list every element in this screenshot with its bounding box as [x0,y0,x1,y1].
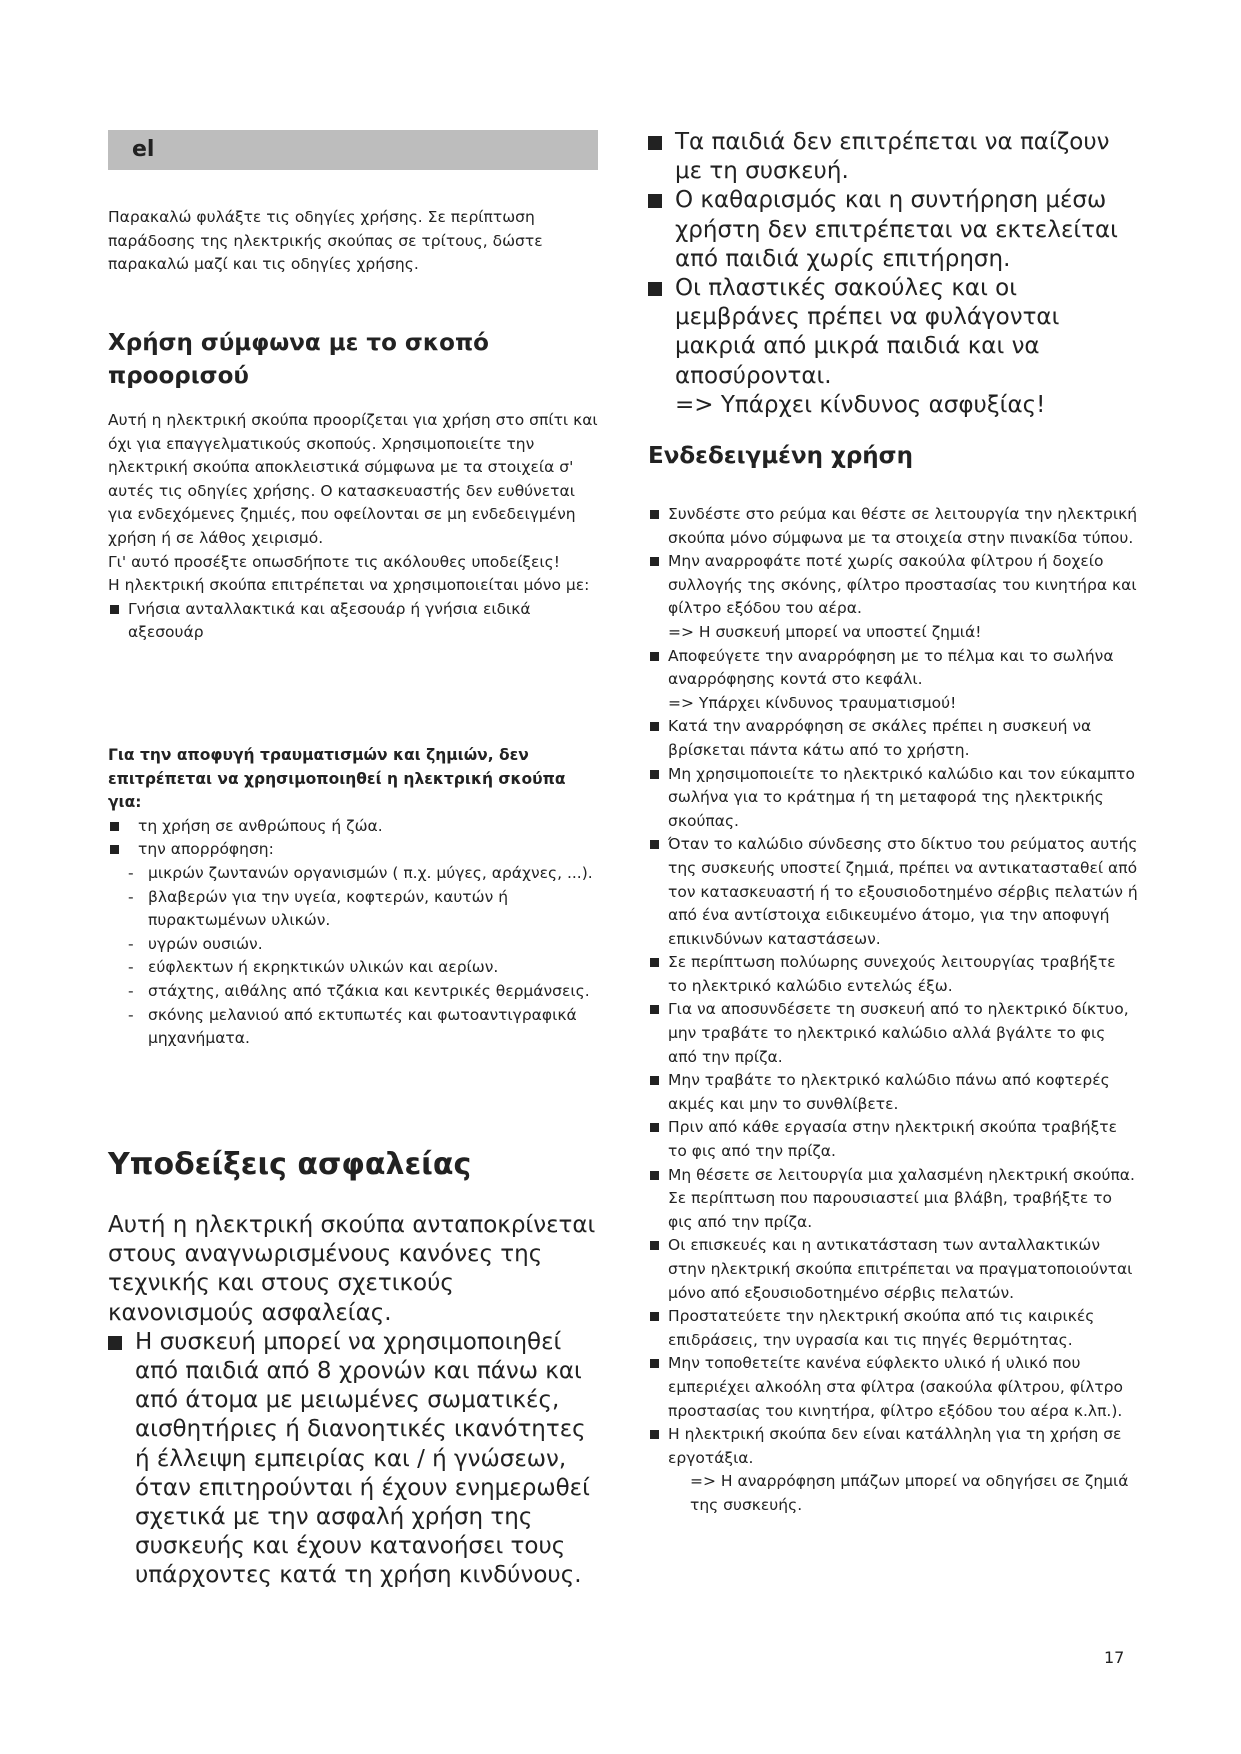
intended-purpose-body [108,409,598,645]
list-item: - βλαβερών για την υγεία, κοφτερών, καυτών ή πυρακτωμένων υλικών. [128,886,598,933]
list-item: Όταν το καλώδιο σύνδεσης στο δίκτυο του ρεύματος αυτής της συσκευής υποστεί ζημιά, πρέπει να αντικατασταθεί από τον κατασκευαστή ή το εξουσιοδοτημένο σέρβις πελατών ή από ένα αντίστοιχα ειδικευμένο άτομο, για την αποφυγή επικινδύνων καταστάσεων. [648,833,1138,951]
section-title-safety: Υποδείξεις ασφαλείας [108,1147,472,1182]
intro-text: Παρακαλώ φυλάξτε τις οδηγίες χρήσης. Σε περίπτωση παράδοσης της ηλεκτρικής σκούπας σε τρίτους, δώστε παρακαλώ μαζί και τις οδηγίες χρήσης. [108,208,543,274]
allowed-use-paragraph: Η ηλεκτρική σκούπα επιτρέπεται να χρησιμοποιείται μόνο με: [108,576,590,595]
list-item: την απορρόφηση: [108,838,598,862]
list-item: - υγρών ουσιών. [128,933,598,957]
rubble-warning: => Η αναρρόφηση μπάζων μπορεί να οδηγήσει σε ζημιά της συσκευής. [690,1472,1129,1514]
safety-list [108,1328,598,1591]
intended-purpose-paragraph: Αυτή η ηλεκτρική σκούπα προορίζεται για χρήση στο σπίτι και όχι για επαγγελματικούς σκοπούς. Χρησιμοποιείτε την ηλεκτρική σκούπα αποκλειστικά σύμφωνα με τα στοιχεία σ' αυτές τις οδηγίες χρήσης. Ο κατασκευαστής δεν ευθύνεται για ενδεχόμενες ζημιές, που οφείλονται σε μη ενδεδειγμένη χρήση ή σε λάθος χειρισμό. [108,411,598,547]
proper-use-list [648,503,1138,1518]
section-title-proper-use: Ενδεδειγμένη χρήση [648,443,913,469]
prohibited-use-list [108,815,598,862]
prohibited-use-block [108,744,598,1051]
suffocation-warning: => Υπάρχει κίνδυνος ασφυξίας! [675,391,1046,418]
list-item-text: Αποφεύγετε την αναρρόφηση με το πέλμα και το σωλήνα αναρρόφησης κοντά στο κεφάλι. [668,646,1114,689]
prohibited-use-title: Για την αποφυγή τραυματισμών και ζημιών, δεν επιτρέπεται να χρησιμοποιηθεί η ηλεκτρική σκούπα για: [108,746,566,812]
list-item: Ο καθαρισμός και η συντήρηση μέσω χρήστη δεν επιτρέπεται να εκτελείται από παιδιά χωρίς επιτήρηση. [648,186,1138,274]
list-item: Συνδέστε στο ρεύμα και θέστε σε λειτουργία την ηλεκτρική σκούπα μόνο σύμφωνα με τα στοιχεία στην πινακίδα τύπου. [648,503,1138,550]
list-item: - μικρών ζωντανών οργανισμών ( π.χ. μύγες, αράχνες, ...). [128,862,598,886]
list-item: Πριν από κάθε εργασία στην ηλεκτρική σκούπα τραβήξτε το φις από την πρίζα. [648,1116,1138,1163]
list-item: τη χρήση σε ανθρώπους ή ζώα. [108,815,598,839]
list-item: Γνήσια ανταλλακτικά και αξεσουάρ ή γνήσια ειδικά αξεσουάρ [108,598,598,645]
list-item: Η συσκευή μπορεί να χρησιμοποιηθεί από παιδιά από 8 χρονών και πάνω και από άτομα με μειωμένες σωματικές, αισθητήριες ή διανοητικές ικανότητες ή έλλειψη εμπειρίας και / ή γνώσεων, όταν επιτηρούνται ή έχουν ενημερωθεί σχετικά με την ασφαλή χρήση της συσκευής και έχουν κατανοήσει τους υπάρχοντες κατά τη χρήση κινδύνους. [108,1328,598,1591]
children-safety-list [648,128,1138,420]
list-item [648,1423,1138,1517]
list-item [648,645,1138,716]
list-item: Μην τραβάτε το ηλεκτρικό καλώδιο πάνω από κοφτερές ακμές και μην το συνθλίβετε. [648,1069,1138,1116]
injury-warning: => Υπάρχει κίνδυνος τραυματισμού! [668,693,957,712]
list-item: Μην τοποθετείτε κανένα εύφλεκτο υλικό ή υλικό που εμπεριέχει αλκοόλη στα φίλτρα (σακούλα φίλτρου, φίλτρο προστασίας του κινητήρα, φίλτρο εξόδου του αέρα κ.λπ.). [648,1352,1138,1423]
list-item-text: Οι πλαστικές σακούλες και οι μεμβράνες πρέπει να φυλάγονται μακριά από μικρά παιδιά και να αποσύρονται. [675,275,1060,389]
list-item: Κατά την αναρρόφηση σε σκάλες πρέπει η συσκευή να βρίσκεται πάντα κάτω από το χρήστη. [648,715,1138,762]
list-item: - εύφλεκτων ή εκρηκτικών υλικών και αερίων. [128,956,598,980]
safety-body [108,1211,598,1591]
list-item: - στάχτης, αιθάλης από τζάκια και κεντρικές θερμάνσεις. [128,980,598,1004]
list-item: Τα παιδιά δεν επιτρέπεται να παίζουν με τη συσκευή. [648,128,1138,186]
list-item [648,550,1138,644]
language-header: el [108,130,598,170]
list-item: - σκόνης μελανιού από εκτυπωτές και φωτοαντιγραφικά μηχανήματα. [128,1004,598,1051]
list-item: Οι επισκευές και η αντικατάσταση των ανταλλακτικών στην ηλεκτρική σκούπα επιτρέπεται να πραγματοποιούνται μόνο από εξουσιοδοτημένο σέρβις πελατών. [648,1234,1138,1305]
list-item: Σε περίπτωση πολύωρης συνεχούς λειτουργίας τραβήξτε το ηλεκτρικό καλώδιο εντελώς έξω. [648,951,1138,998]
damage-warning: => Η συσκευή μπορεί να υποστεί ζημιά! [668,622,982,641]
list-item [648,274,1138,420]
prohibited-materials-list [108,862,598,1051]
list-item-text: Μην αναρροφάτε ποτέ χωρίς σακούλα φίλτρου ή δοχείο συλλογής της σκόνης, φίλτρο προστασίας του κινητήρα και φίλτρο εξόδου του αέρα. [668,552,1137,618]
list-item: Μη θέσετε σε λειτουργία μια χαλασμένη ηλεκτρική σκούπα. Σε περίπτωση που παρουσιαστεί μια βλάβη, τραβήξτε το φις από την πρίζα. [648,1164,1138,1235]
allowed-use-list [108,598,598,645]
children-safety-block [648,128,1138,420]
page-number: 17 [1104,1648,1125,1667]
proper-use-block [648,503,1138,1518]
attention-paragraph: Γι' αυτό προσέξτε οπωσδήποτε τις ακόλουθες υποδείξεις! [108,552,560,571]
list-item: Προστατεύετε την ηλεκτρική σκούπα από τις καιρικές επιδράσεις, την υγρασία και τις πηγές θερμότητας. [648,1305,1138,1352]
list-item: Μη χρησιμοποιείτε το ηλεκτρικό καλώδιο και τον εύκαμπτο σωλήνα για το κράτημα ή τη μεταφορά της ηλεκτρικής σκούπας. [648,763,1138,834]
safety-paragraph: Αυτή η ηλεκτρική σκούπα ανταποκρίνεται στους αναγνωρισμένους κανόνες της τεχνικής και στους σχετικούς κανονισμούς ασφαλείας. [108,1212,596,1326]
list-item: Για να αποσυνδέσετε τη συσκευή από το ηλεκτρικό δίκτυο, μην τραβάτε το ηλεκτρικό καλώδιο αλλά βγάλτε το φις από την πρίζα. [648,998,1138,1069]
list-item-text: Η ηλεκτρική σκούπα δεν είναι κατάλληλη για τη χρήση σε εργοτάξια. [668,1425,1122,1467]
section-title-intended-purpose: Χρήση σύμφωνα με το σκοπό προορισού [108,330,489,389]
